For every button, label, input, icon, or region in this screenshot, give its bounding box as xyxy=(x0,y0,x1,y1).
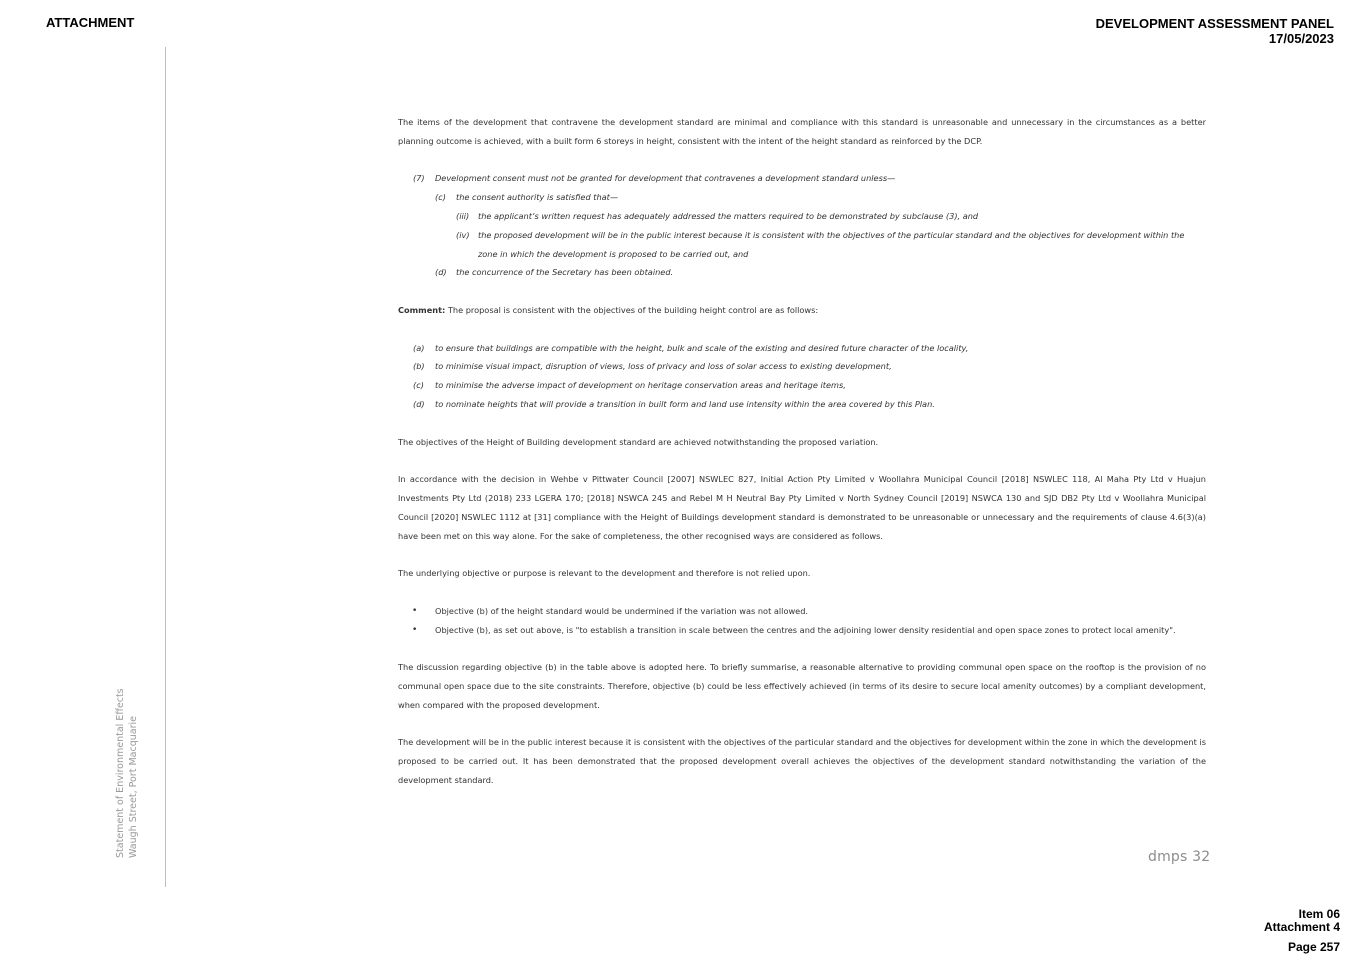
sidebar-caption-line-1: Statement of Environmental Effects xyxy=(115,688,126,858)
sidebar-caption-line-2: Waugh Street, Port Macquarie xyxy=(128,716,139,858)
clause-iii-number: (iii) xyxy=(456,210,470,221)
header-panel-block xyxy=(1096,16,1334,46)
paragraph-discussion: The discussion regarding objective (b) in the table above is adopted here. To briefly summarise, a reasonable alternative to providing communal open space on the rooftop is the provision of no communal open space due to the site constraints. Therefore, objective (b) could be less effectively achieved (in terms of its desire to secure local amenity outcomes) by a compliant development, when compared with the proposed development. xyxy=(398,662,1206,710)
clause-c-text: the consent authority is satisfied that— xyxy=(456,192,619,203)
bullet-icon: • xyxy=(412,605,418,616)
sidebar-divider xyxy=(165,47,166,887)
paragraph-intro: The items of the development that contravene the development standard are minimal and compliance with this standard is unreasonable and unnecessary in the circumstances as a better planning outcome is achieved, with a built form 6 storeys in height, consistent with the intent of the height standard as reinforced by the DCP. xyxy=(398,117,1206,146)
clause-c xyxy=(398,188,1206,207)
objective-item xyxy=(398,376,1206,395)
paragraph-comment xyxy=(398,301,1206,320)
paragraph-case-law: In accordance with the decision in Wehbe v Pittwater Council [2007] NSWLEC 827, Initial Action Pty Limited v Woollahra Municipal Council [2018] NSWLEC 118, Al Maha Pty Ltd v Huajun Investments Pty Ltd (2018) 233 LGERA 170; [2018] NSWCA 245 and Rebel M H Neutral Bay Pty Limited v North Sydney Council [2019] NSWCA 130 and SJD DB2 Pty Ltd v Woollahra Municipal Council [2020] NSWLEC 1112 at [31] compliance with the Height of Buildings development standard is demonstrated to be unreasonable or unnecessary and the requirements of clause 4.6(3)(a) have been met on this way alone. For the sake of completeness, the other recognised ways are considered as follows. xyxy=(398,474,1206,541)
clause-iii-text: the applicant’s written request has adequately addressed the matters required to be demonstrated by subclause (3), and xyxy=(478,210,979,221)
clause-7-number: (7) xyxy=(413,173,425,184)
comment-label: Comment: xyxy=(398,304,446,315)
clause-d xyxy=(398,263,1206,282)
clause-iv-text: the proposed development will be in the public interest because it is consistent with the objectives of the particular standard and the objectives for development within the zone in which the development is proposed to be carried out, and xyxy=(478,229,1185,259)
objective-number: (b) xyxy=(413,361,425,372)
objective-number: (a) xyxy=(413,342,425,353)
header-attachment-label: ATTACHMENT xyxy=(46,15,135,30)
bullet-item xyxy=(398,602,1206,621)
sidebar-caption xyxy=(114,688,140,858)
objective-text: to nominate heights that will provide a transition in built form and land use intensity within the area covered by this Plan. xyxy=(435,398,935,409)
paragraph-underlying-objective: The underlying objective or purpose is relevant to the development and therefore is not relied upon. xyxy=(398,568,811,579)
objective-number: (c) xyxy=(413,380,424,391)
bullet-item xyxy=(398,621,1206,640)
clause-c-number: (c) xyxy=(435,192,446,203)
objective-text: to minimise visual impact, disruption of views, loss of privacy and loss of solar access to existing development, xyxy=(435,361,892,372)
comment-text: The proposal is consistent with the objectives of the building height control are as follows: xyxy=(445,304,819,315)
bullet-text: Objective (b), as set out above, is "to establish a transition in scale between the centres and the adjoining lower density residential and open space zones to protect local amenity". xyxy=(435,624,1176,635)
objective-item xyxy=(398,339,1206,358)
page-mark: dmps 32 xyxy=(1148,849,1211,865)
objective-text: to minimise the adverse impact of development on heritage conservation areas and heritage items, xyxy=(435,380,846,391)
clause-d-text: the concurrence of the Secretary has been obtained. xyxy=(456,267,674,278)
bullet-icon: • xyxy=(412,624,418,635)
header-date: 17/05/2023 xyxy=(1268,31,1334,46)
footer-attachment: Attachment 4 xyxy=(1263,920,1340,934)
objective-text: to ensure that buildings are compatible with the height, bulk and scale of the existing and desired future character of the locality, xyxy=(435,342,969,353)
objective-item xyxy=(398,357,1206,376)
footer-item: Item 06 xyxy=(1298,907,1340,921)
footer-page-number: Page 257 xyxy=(1287,940,1340,954)
header-panel-title: DEVELOPMENT ASSESSMENT PANEL xyxy=(1095,16,1334,31)
clause-d-number: (d) xyxy=(435,267,447,278)
objectives-list xyxy=(398,339,1206,414)
clause-iv-number: (iv) xyxy=(456,229,470,240)
objective-number: (d) xyxy=(413,398,425,409)
footer-item-block xyxy=(1264,908,1340,934)
document-body xyxy=(398,113,1206,808)
objective-item xyxy=(398,395,1206,414)
clause-quote xyxy=(398,169,1206,282)
clause-iii xyxy=(398,207,1206,226)
paragraph-public-interest: The development will be in the public interest because it is consistent with the objectives of the particular standard and the objectives for development within the zone in which the development is proposed to be carried out. It has been demonstrated that the proposed development overall achieves the objectives of the development standard notwithstanding the variation of the development standard. xyxy=(398,737,1206,785)
bullet-list xyxy=(398,602,1206,640)
bullet-text: Objective (b) of the height standard would be undermined if the variation was not allowed. xyxy=(435,605,808,616)
clause-7 xyxy=(398,169,1206,188)
clause-7-text: Development consent must not be granted for development that contravenes a development standard unless— xyxy=(435,173,896,184)
clause-iv xyxy=(398,226,1206,264)
paragraph-objectives-achieved: The objectives of the Height of Building development standard are achieved notwithstanding the proposed variation. xyxy=(398,436,879,447)
